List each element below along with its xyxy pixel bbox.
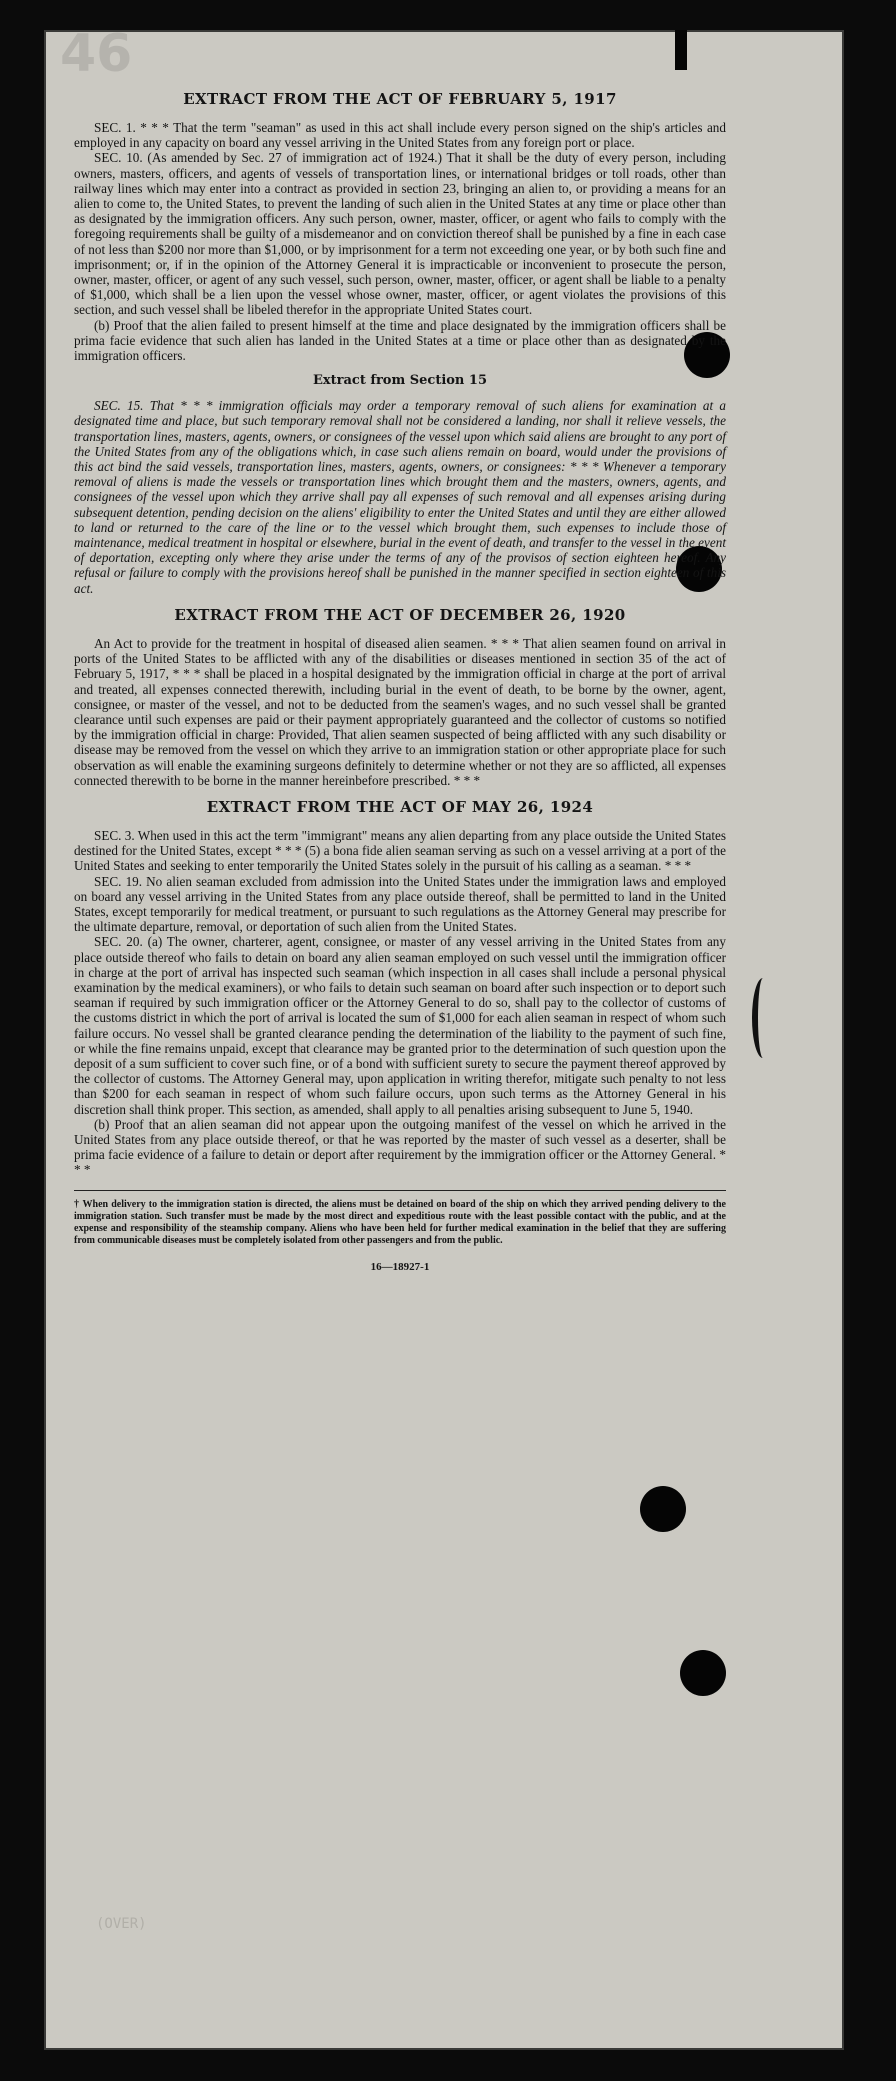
paragraph: An Act to provide for the treatment in hospital of diseased alien seamen. * * * That alien seamen found on arrival in ports of the United States to be afflicted with any of the disabilities or diseases mentioned in section 35 of the act of February 5, 1917, * * * shall be placed in a hospital designated by the immigration official in charge at the port of arrival and treated, all expenses connected therewith, including burial in the event of death, to be borne by the owner, agent, consignee, or master of the vessel, and not to be deducted from the seamen's wages, and no such vessel shall be granted clearance until such expenses are paid or their payment appropriately guaranteed and the collector of customs so notified by the immigration official in charge: Provided, That alien seamen suspected of being afflicted with any such disability or disease may be removed from the vessel on which they arrive to an immigration station or other appropriate place for such observation as will enable the examining surgeons definitely to determine whether or not they are so afflicted, all expenses connected therewith to be borne in the manner hereinbefore prescribed. * * * — [74, 635, 726, 788]
paragraph: (b) Proof that the alien failed to present himself at the time and place designated by the immigration officers shall be prima facie evidence that such alien has landed in the United States at a time or place other than as designated by the immigration officers. — [74, 317, 726, 364]
paragraph: SEC. 20. (a) The owner, charterer, agent, consignee, or master of any vessel arriving in the United States from any place outside thereof who fails to detain on board any alien seaman employed on such vessel until the immigration officer in charge at the port of arrival has inspected such seaman (which inspection in all cases shall include a personal physical examination by the medical examiners), or who fails to detain such seaman on board after such inspection or to deport such seaman if required by such immigration officer or the Attorney General to do so, shall pay to the collector of customs of the customs district in which the port of arrival is located the sum of $1,000 for each alien seaman in respect of whom such failure occurs. No vessel shall be granted clearance pending the determination of the liability to the payment of such fine, or while the fine remains unpaid, except that clearance may be granted prior to the determination of such question upon the deposit of a sum sufficient to cover such fine, or of a bond with sufficient surety to secure the payment thereof approved by the collector of customs. The Attorney General may, upon application in writing therefor, mitigate such penalty to not less than $200 for each seaman in respect of whom such failure occurs, upon such terms as the Attorney General in his discretion shall think proper. This section, as amended, shall apply to all penalties arising subsequent to June 5, 1940. — [74, 934, 726, 1117]
section-subheading: Extract from Section 15 — [312, 373, 488, 389]
binder-tab-mark — [675, 30, 687, 70]
paragraph: SEC. 19. No alien seaman excluded from admission into the United States under the immigration laws and employed on board any vessel arriving in the United States from any place outside thereof, shall be permitted to land in the United States, except temporarily for medical treatment, or pursuant to such regulations as the Attorney General may prescribe for the ultimate departure, removal, or deportation of such alien from the United States. — [74, 873, 726, 935]
punch-hole — [640, 1486, 686, 1532]
section-heading: EXTRACT FROM THE ACT OF DECEMBER 26, 1920 — [174, 605, 626, 624]
form-code: 16—18927-1 — [370, 1260, 430, 1273]
paragraph: SEC. 15. That * * * immigration officials may order a temporary removal of such aliens for examination at a designated time and place, but such temporary removal shall not be considered a landing, nor shall it relieve vessels, the transportation lines, masters, agents, owners, or consignees of the vessel upon which said aliens are brought to any port of the United States from any of the obligations which, in case such aliens remain on board, would under the provisions of this act bind the said vessels, transportation lines, masters, agents, owners, or consignees: * * * Whenever a temporary removal of aliens is made the vessels or transportation lines which brought them and the masters, owners, agents, and consignees of the vessel upon which they arrive shall pay all expenses of such removal and all expenses arising during subsequent detention, pending decision on the aliens' eligibility to enter the United States and until they are either allowed to land or returned to the care of the line or to the vessel which brought them, such expenses to include those of maintenance, medical treatment in hospital or elsewhere, burial in the event of death, and transfer to the vessel in the event of deportation, excepting only where they arise under the terms of any of the provisos of section eighteen hereof. Any refusal or failure to comply with the provisions hereof shall be punished in the manner specified in section eighteen of this act. — [74, 398, 726, 596]
paragraph: SEC. 3. When used in this act the term "immigrant" means any alien departing from any place outside the United States destined for the United States, except * * * (5) a bona fide alien seaman serving as such on a vessel arriving at a port of the United States and seeking to enter temporarily the United States solely in the pursuit of his calling as a seaman. * * * — [74, 827, 726, 874]
section-heading: EXTRACT FROM THE ACT OF MAY 26, 1924 — [206, 797, 594, 816]
page-number: 46 — [60, 24, 133, 84]
paragraph: (b) Proof that an alien seaman did not appear upon the outgoing manifest of the vessel on which he arrived in the United States from any place outside thereof, or that he was reported by the master of such vessel as a deserter, shall be prima facie evidence of a failure to detain or deport after requirement by the immigration officer or the Attorney General. * * * — [74, 1116, 726, 1178]
section-heading: EXTRACT FROM THE ACT OF FEBRUARY 5, 1917 — [183, 90, 617, 108]
bottom-stamp: (OVER) — [96, 1916, 147, 1932]
paragraph: SEC. 10. (As amended by Sec. 27 of immigration act of 1924.) That it shall be the duty of every person, including owners, masters, officers, and agents of vessels of transportation lines, or international bridges or toll roads, other than railway lines which may enter into a contract as provided in section 23, bringing an alien to, or providing a means for an alien to come to, the United States, to prevent the landing of such alien in the United States at any time or place other than as designated by the immigration officers. Any such person, owner, master, officer, or agent who fails to comply with the foregoing requirements shall be guilty of a misdemeanor and on conviction thereof shall be punished by a fine in each case of not less than $200 nor more than $1,000, or by imprisonment for a term not exceeding one year, or by both such fine and imprisonment; or, if in the opinion of the Attorney General it is impracticable or inconvenient to prosecute the person, owner, master, officer, or agent of any such vessel, such person, owner, master, officer, or agent shall be liable to a penalty of $1,000, which shall be a lien upon the vessel whose owner, master, officer, or agent violates the provisions of this section, and such vessel shall be libeled therefor in the appropriate United States court. — [74, 150, 726, 318]
document-body — [74, 90, 726, 1273]
footnote: † When delivery to the immigration station is directed, the aliens must be detained on board of the ship on which they arrived pending delivery to the immigration station. Such transfer must be made by the most direct and expeditious route with the least possible contact with the public, and at the expense and responsibility of the steamship company. Aliens who have been held for further medical examination in the belief that they are suffering from communicable diseases must be completely isolated from other passengers and from the public. — [74, 1190, 726, 1247]
paragraph: SEC. 1. * * * That the term "seaman" as used in this act shall include every person signed on the ship's articles and employed in any capacity on board any vessel arriving in the United States from any foreign port or place. — [74, 120, 726, 151]
ink-mark — [752, 978, 774, 1058]
punch-hole — [680, 1650, 726, 1696]
